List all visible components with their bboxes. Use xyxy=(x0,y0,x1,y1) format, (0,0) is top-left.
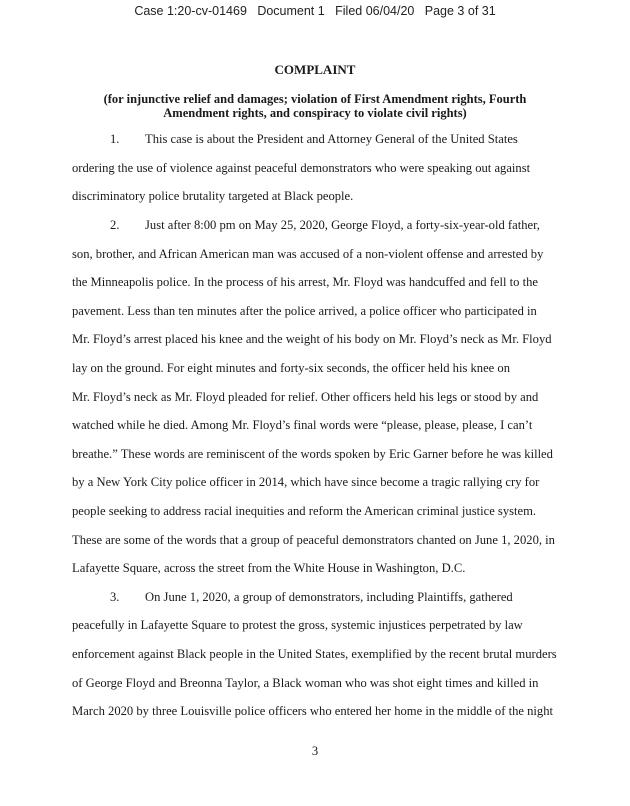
paragraph-line: pavement. Less than ten minutes after the police arrived, a police officer who participated in xyxy=(72,304,537,318)
paragraph-line: Lafayette Square, across the street from the White House in Washington, D.C. xyxy=(72,561,466,575)
page-number: 3 xyxy=(311,744,319,758)
paragraph-line: of George Floyd and Breonna Taylor, a Black woman who was shot eight times and killed in xyxy=(72,676,539,690)
paragraph-line: son, brother, and African American man was accused of a non-violent offense and arrested by xyxy=(72,247,544,261)
paragraph-line: the Minneapolis police. In the process of his arrest, Mr. Floyd was handcuffed and fell to the xyxy=(72,275,538,289)
paragraph-line: These are some of the words that a group of peaceful demonstrators chanted on June 1, 2020, in xyxy=(72,533,555,547)
subtitle-line-1: (for injunctive relief and damages; violation of First Amendment rights, Fourth xyxy=(103,92,527,106)
paragraph-number: 3. xyxy=(110,590,120,604)
paragraph-line: On June 1, 2020, a group of demonstrators, including Plaintiffs, gathered xyxy=(145,590,513,604)
paragraph-line: peacefully in Lafayette Square to protest the gross, systemic injustices perpetrated by law xyxy=(72,618,523,632)
paragraph-line: Mr. Floyd’s arrest placed his knee and the weight of his body on Mr. Floyd’s neck as Mr. Floyd xyxy=(72,332,552,346)
paragraph-line: watched while he died. Among Mr. Floyd’s final words were “please, please, please, I can’t xyxy=(72,418,533,432)
paragraph-line: March 2020 by three Louisville police officers who entered her home in the middle of the night xyxy=(72,704,553,718)
paragraph-line: enforcement against Black people in the United States, exemplified by the recent brutal murders xyxy=(72,647,557,661)
document-title: COMPLAINT xyxy=(274,62,356,77)
paragraph-line: ordering the use of violence against peaceful demonstrators who were speaking out against xyxy=(72,161,531,175)
paragraph-line: people seeking to address racial inequities and reform the American criminal justice system. xyxy=(72,504,537,518)
paragraph-line: by a New York City police officer in 2014, which have since become a tragic rallying cry for xyxy=(72,475,540,489)
paragraph-line: lay on the ground. For eight minutes and forty-six seconds, the officer held his knee on xyxy=(72,361,511,375)
paragraph-number: 1. xyxy=(110,132,120,146)
paragraph-line: discriminatory police brutality targeted at Black people. xyxy=(72,189,354,203)
paragraph-line: This case is about the President and Attorney General of the United States xyxy=(145,132,518,146)
case-header: Case 1:20-cv-01469 Document 1 Filed 06/04/20 Page 3 of 31 xyxy=(134,4,496,18)
paragraph-line: Just after 8:00 pm on May 25, 2020, George Floyd, a forty-six-year-old father, xyxy=(145,218,540,232)
paragraph-line: breathe.” These words are reminiscent of the words spoken by Eric Garner before he was killed xyxy=(72,447,553,461)
paragraph-number: 2. xyxy=(110,218,120,232)
subtitle-line-2: Amendment rights, and conspiracy to violate civil rights) xyxy=(163,106,467,120)
paragraph-line: Mr. Floyd’s neck as Mr. Floyd pleaded for relief. Other officers held his legs or stood by and xyxy=(72,390,539,404)
